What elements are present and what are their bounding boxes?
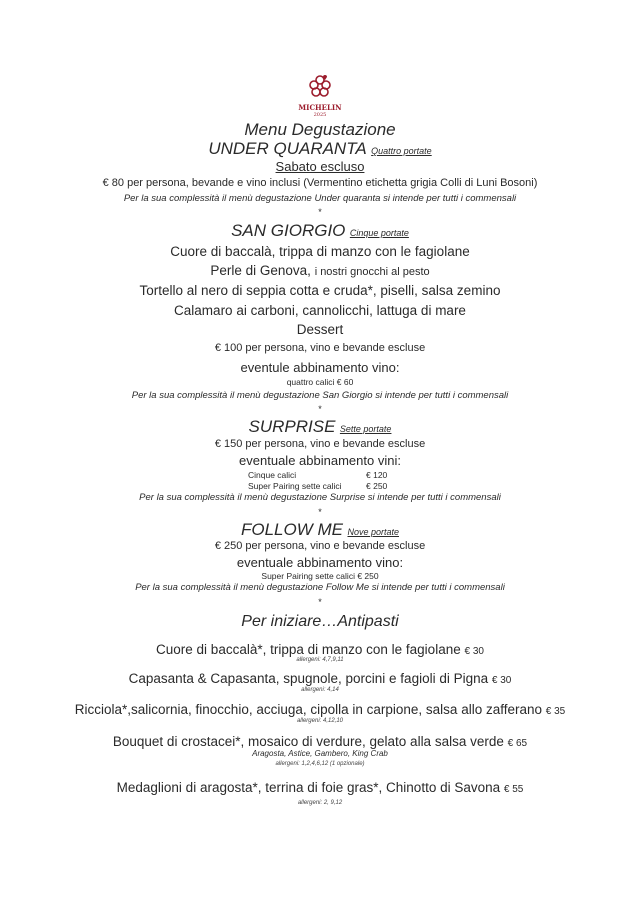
- menu-name: SURPRISE: [248, 417, 336, 436]
- michelin-logo: [290, 74, 350, 118]
- menu-price: € 80 per persona, bevande e vino inclusi (Vermentino etichetta grigia Colli di Luni Bosoni): [102, 177, 538, 189]
- menu-price: € 250 per persona, vino e bevande escluse: [214, 540, 426, 552]
- allergens: allergeni: 1,2,4,6,12 (1 opzionale): [275, 761, 365, 767]
- dish-price: € 65: [507, 738, 528, 749]
- pairing-title: eventuale abbinamento vino:: [236, 555, 404, 570]
- menu-courses: Sette portate: [339, 424, 392, 434]
- menu-courses: Quattro portate: [371, 146, 432, 156]
- allergens: allergeni: 2, 9,12: [297, 800, 343, 806]
- pairing-price: € 250: [366, 481, 388, 491]
- dish-price: € 55: [503, 784, 524, 795]
- menu-price: € 100 per persona, vino e bevande escluse: [214, 342, 426, 354]
- antipasti-title: Per iniziare…Antipasti: [241, 613, 399, 630]
- menu-name: FOLLOW ME: [241, 520, 344, 539]
- logo-year: 2025: [313, 112, 327, 118]
- dish-name: Medaglioni di aragosta*, terrina di foie gras*, Chinotto di Savona: [116, 780, 504, 795]
- antipasto-item: [0, 643, 640, 657]
- pairing-title: eventuale abbinamento vini:: [239, 453, 401, 468]
- pairing-title: eventule abbinamento vino:: [240, 360, 400, 375]
- separator: *: [318, 597, 322, 607]
- michelin-flower-icon: [308, 74, 332, 98]
- dish-name: Perle di Genova,: [210, 263, 311, 278]
- menu-name: UNDER QUARANTA: [208, 139, 367, 158]
- pairing-label: Cinque calici: [248, 470, 297, 480]
- dish: Cuore di baccalà, trippa di manzo con le fagiolane: [170, 244, 470, 259]
- dish: Tortello al nero di seppia cotta e cruda*, piselli, salsa zemino: [139, 283, 501, 298]
- dish-name: Ricciola*,salicornia, finocchio, acciuga, cipolla in carpione, salsa allo zafferano: [74, 702, 543, 717]
- antipasto-item: [0, 703, 640, 717]
- dish-name: Cuore di baccalà*, trippa di manzo con le fagiolane: [156, 642, 461, 657]
- dish: [0, 264, 640, 278]
- dish: Dessert: [296, 322, 344, 337]
- allergens: allergeni: 4,12,10: [296, 718, 344, 724]
- day-note: Sabato escluso: [275, 159, 365, 174]
- dish-price: € 30: [491, 675, 512, 686]
- menu-name: SAN GIORGIO: [231, 221, 346, 240]
- menu-price: € 150 per persona, vino e bevande escluse: [214, 438, 426, 450]
- menu-note: Per la sua complessità il menù degustazione Under quaranta si intende per tutti i commensali: [123, 193, 517, 204]
- dish: Calamaro ai carboni, cannolicchi, lattuga di mare: [174, 303, 466, 318]
- page-title: Menu Degustazione: [244, 120, 396, 139]
- dish-price: € 30: [464, 646, 484, 657]
- dish-price: € 35: [545, 706, 566, 717]
- dish-detail: i nostri gnocchi al pesto: [314, 266, 430, 278]
- antipasto-item: [0, 735, 640, 749]
- antipasto-item: [0, 672, 640, 686]
- antipasto-item: [0, 781, 640, 795]
- dish-name: Bouquet di crostacei*, mosaico di verdure, gelato alla salsa verde: [112, 734, 504, 749]
- logo-brand: MICHELIN: [298, 103, 342, 112]
- separator: *: [318, 507, 322, 517]
- menu-note: Per la sua complessità il menù degustazione San Giorgio si intende per tutti i commensali: [131, 390, 509, 401]
- menu-note: Per la sua complessità il menù degustazione Follow Me si intende per tutti i commensali: [135, 582, 505, 593]
- under-quaranta-heading: [0, 140, 640, 158]
- pairing-label: Super Pairing sette calici: [248, 481, 342, 491]
- separator: *: [318, 207, 322, 217]
- menu-note: Per la sua complessità il menù degustazione Surprise si intende per tutti i commensali: [139, 492, 501, 503]
- allergens: allergeni: 4,7,9,11: [296, 657, 344, 663]
- menu-courses: Nove portate: [347, 527, 399, 537]
- surprise-heading: [0, 418, 640, 436]
- pairing-price: € 120: [366, 470, 388, 480]
- pairing: Super Pairing sette calici € 250: [261, 571, 379, 581]
- dish-name: Capasanta & Capasanta, spugnole, porcini e fagioli di Pigna: [128, 671, 489, 686]
- san-giorgio-heading: [0, 222, 640, 240]
- pairing: quattro calici € 60: [286, 377, 354, 387]
- separator: *: [318, 404, 322, 414]
- follow-me-heading: [0, 521, 640, 539]
- dish-detail: Aragosta, Astice, Gambero, King Crab: [252, 749, 388, 758]
- allergens: allergeni: 4,14: [301, 687, 339, 693]
- menu-courses: Cinque portate: [349, 228, 409, 238]
